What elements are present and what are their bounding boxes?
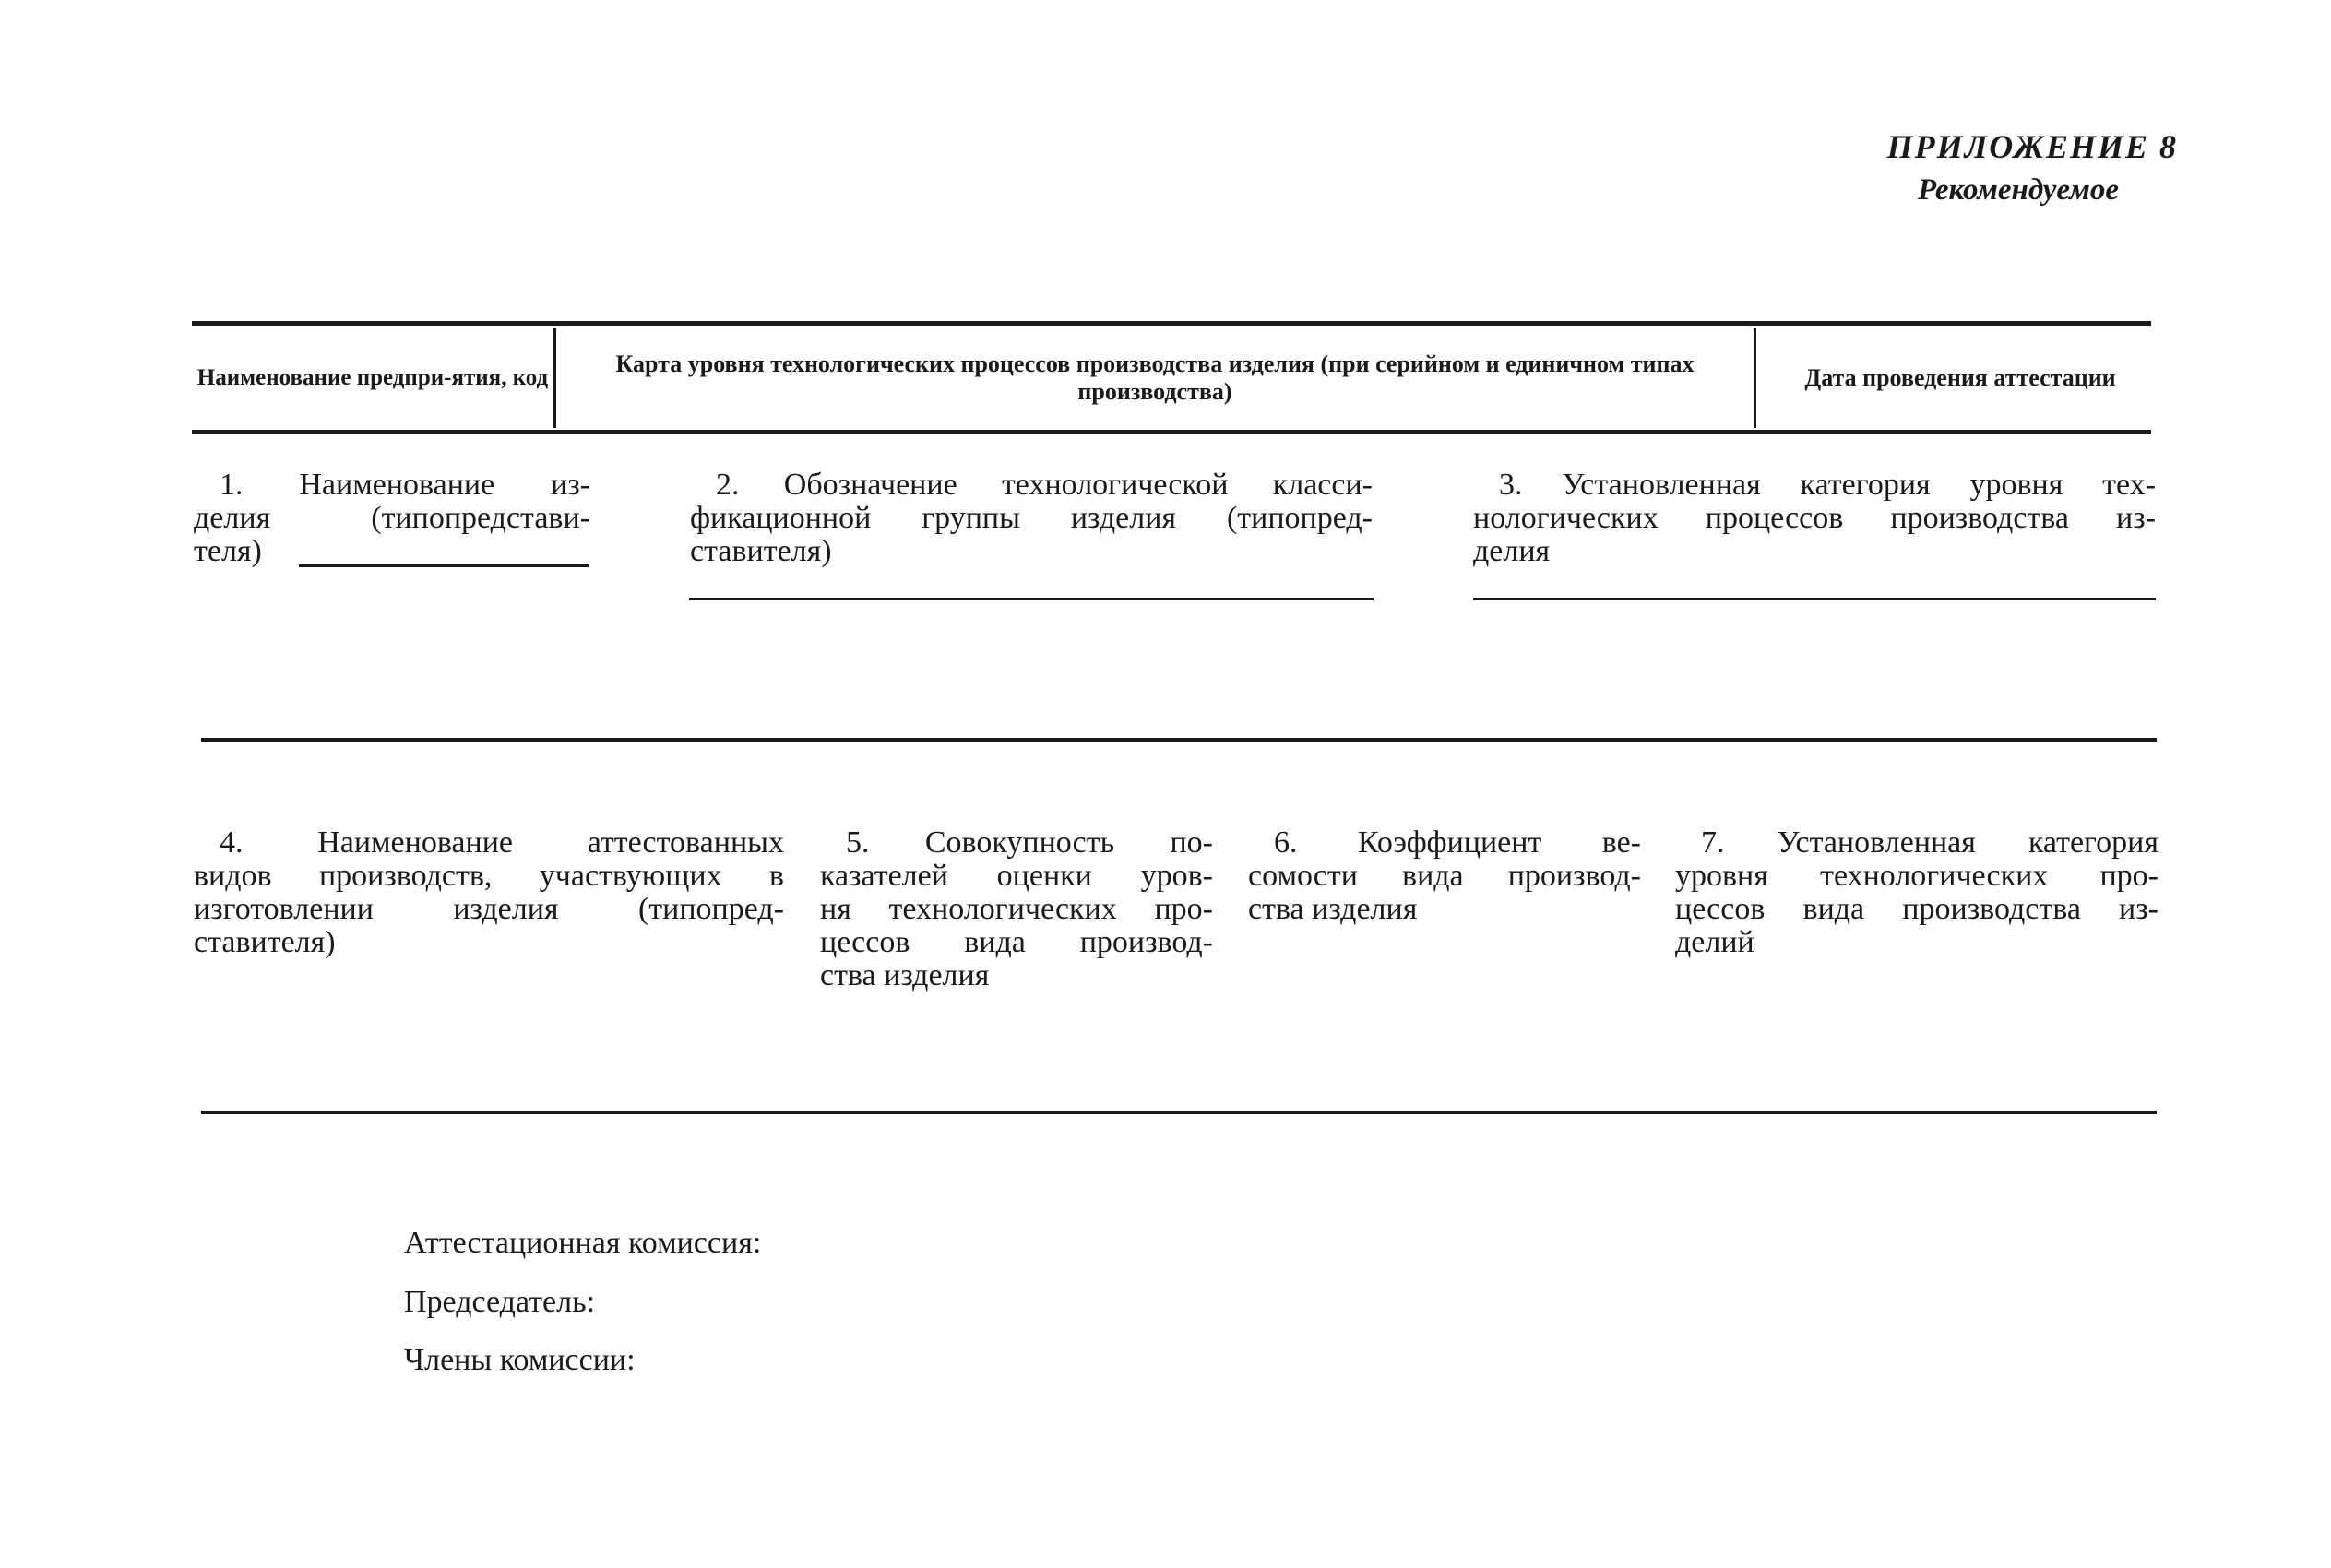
field-line: ня технологических про- bbox=[820, 892, 1213, 926]
field-production-type-category bbox=[1675, 826, 2159, 959]
field-indicator-set bbox=[820, 826, 1213, 992]
commission-label: Аттестационная комиссия: bbox=[404, 1226, 762, 1260]
members-label: Члены комиссии: bbox=[404, 1343, 636, 1377]
field-line: теля) bbox=[194, 534, 262, 568]
field-weight-coefficient bbox=[1248, 826, 1641, 926]
field-line: уровня технологических про- bbox=[1675, 859, 2159, 893]
section-divider bbox=[201, 1111, 2157, 1114]
field-production-types bbox=[194, 826, 784, 959]
section-divider bbox=[201, 738, 2157, 742]
field-line: ства изделия bbox=[1248, 892, 1418, 926]
header-date-cell: Дата проведения аттестации bbox=[1804, 364, 2116, 392]
column-divider bbox=[1754, 328, 1756, 428]
table-bottom-rule bbox=[192, 430, 2151, 434]
field-line: 1. Наименование из- bbox=[220, 468, 590, 502]
field-line: цессов вида производства из- bbox=[1675, 892, 2159, 926]
appendix-title: ПРИЛОЖЕНИЕ 8 bbox=[1886, 128, 2178, 165]
field-line: 4. Наименование аттестованных bbox=[220, 826, 784, 860]
table-top-rule bbox=[192, 321, 2151, 326]
chairman-label: Председатель: bbox=[404, 1285, 596, 1319]
field-line: 2. Обозначение технологической класси- bbox=[716, 468, 1373, 502]
field-line: фикационной группы изделия (типопред- bbox=[690, 501, 1373, 535]
field-line: цессов вида производ- bbox=[820, 925, 1213, 959]
field-product-name bbox=[194, 469, 590, 568]
field-line: ставителя) bbox=[690, 534, 832, 568]
product-name-entry-line[interactable] bbox=[299, 564, 589, 567]
field-line: нологических процессов производства из- bbox=[1473, 501, 2156, 535]
header-company-cell: Наименование предпри-ятия, код bbox=[196, 364, 549, 390]
field-line: ства изделия bbox=[820, 958, 990, 992]
field-line: видов производств, участвующих в bbox=[194, 859, 784, 893]
field-line: делия (типопредстави- bbox=[194, 501, 590, 535]
classification-group-entry-line[interactable] bbox=[689, 598, 1374, 600]
appendix-subtitle: Рекомендуемое bbox=[1917, 173, 2119, 207]
header-card-title-cell: Карта уровня технологических процессов производства изделия (при серийном и единичном типах производства) bbox=[615, 350, 1695, 405]
field-line: 5. Совокупность по- bbox=[846, 826, 1213, 860]
field-line: казателей оценки уров- bbox=[820, 859, 1213, 893]
field-line: 3. Установленная категория уровня тех- bbox=[1499, 468, 2156, 502]
field-line: 6. Коэффициент ве- bbox=[1274, 826, 1641, 860]
field-line: 7. Установленная категория bbox=[1701, 826, 2159, 860]
field-classification-group bbox=[690, 469, 1373, 568]
field-line: делия bbox=[1473, 534, 1551, 568]
column-divider bbox=[553, 328, 556, 428]
field-line: ставителя) bbox=[194, 925, 336, 959]
field-line: изготовлении изделия (типопред- bbox=[194, 892, 784, 926]
field-line: сомости вида производ- bbox=[1248, 859, 1641, 893]
process-level-category-entry-line[interactable] bbox=[1473, 598, 2156, 600]
field-line: делий bbox=[1675, 925, 1754, 959]
field-process-level-category bbox=[1473, 469, 2156, 568]
